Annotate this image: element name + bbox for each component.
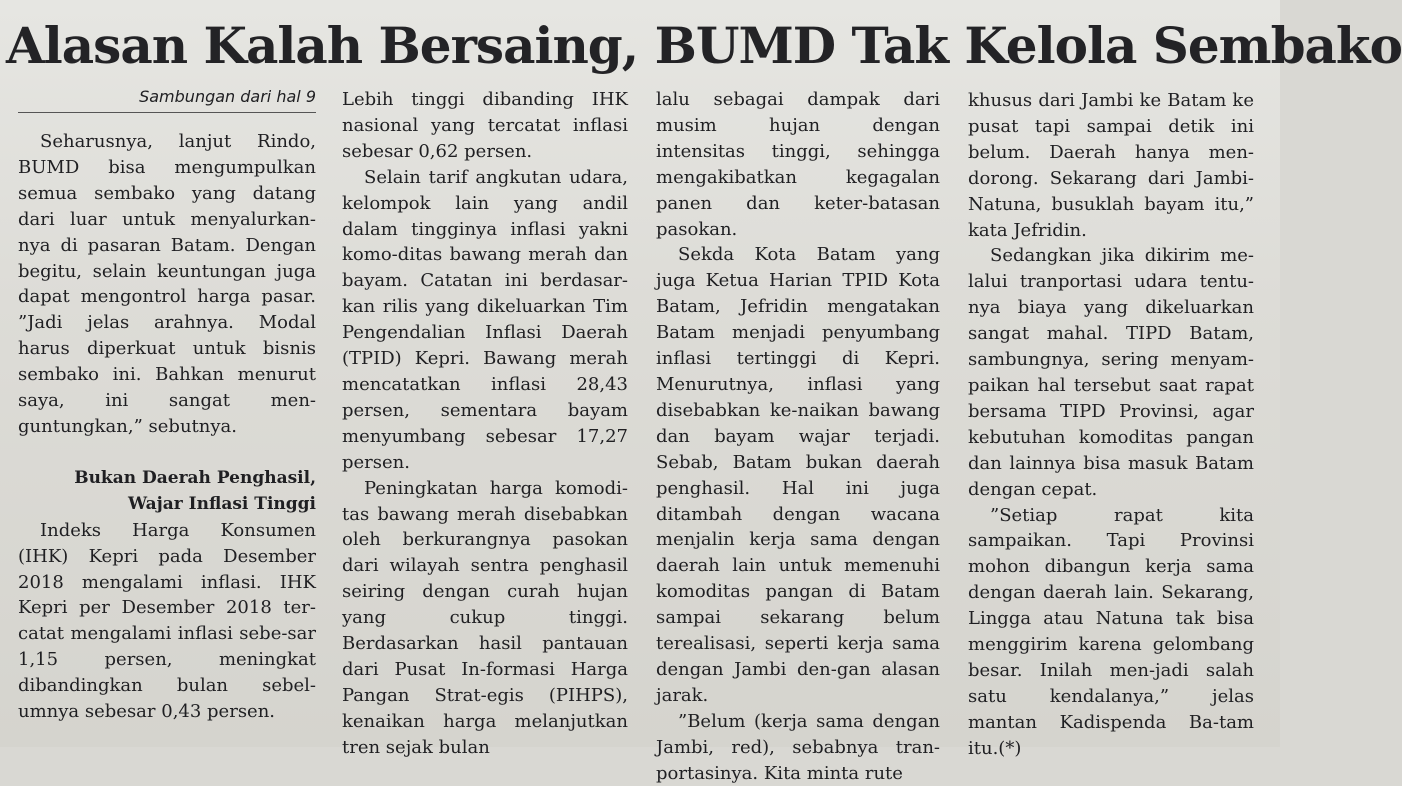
paragraph: Lebih tinggi dibanding IHK nasional yang tercatat inflasi sebesar 0,62 persen. [342,89,628,162]
headline: Alasan Kalah Bersaing, BUMD Tak Kelola Sembako [6,16,1402,75]
paragraph: Selain tarif angkutan udara, kelompok lain yang andil dalam tingginya inflasi yakni komo-ditas bawang merah dan bayam. Catatan ini berdasar-kan rilis yang dikeluarkan Tim Pengendalian Inflasi Daerah (TPID) Kepri. Bawang merah mencatatkan inflasi 28,43 persen, sementara bayam menyumbang sebesar 17,27 persen. [342,166,628,473]
paragraph: Peningkatan harga komodi-tas bawang merah disebabkan oleh berkurangnya pasokan dari wilayah sentra penghasil seiring dengan curah hujan yang cukup tinggi. Berdasarkan hasil pantauan dari Pusat In-formasi Harga Pangan Strat-egis (PIHPS), kenaikan harga melanjutkan tren sejak bulan [342,477,628,758]
paragraph: lalu sebagai dampak dari musim hujan dengan intensitas tinggi, sehingga mengakibatkan kegagalan panen dan keter-batasan pasokan. [656,89,940,240]
paragraph: Indeks Harga Konsumen (IHK) Kepri pada Desember 2018 mengalami inflasi. IHK Kepri per Desember 2018 ter-catat mengalami inflasi sebe-sar 1,15 persen, meningkat dibandingkan bulan sebel-umnya sebesar 0,43 persen. [18,519,316,723]
paragraph: ”Belum (kerja sama dengan Jambi, red), sebabnya tran-portasinya. Kita minta rute [656,710,940,784]
paragraph: Seharusnya, lanjut Rindo, BUMD bisa mengumpulkan semua sembako yang datang dari luar untuk menyalurkan-nya di pasaran Batam. Dengan begitu, selain keuntungan juga dapat mengontrol harga pasar. ”Jadi jelas arahnya. Modal harus diperkuat untuk bisnis sembako ini. Bahkan menurut saya, ini sangat men-guntungkan,” sebutnya. [18,131,316,437]
article-column-4 [968,88,1254,762]
paragraph: khusus dari Jambi ke Batam ke pusat tapi sampai detik ini belum. Daerah hanya men-dorong. Sekarang dari Jambi-Natuna, busuklah bayam itu,” kata Jefridin. [968,90,1254,241]
paragraph: ”Setiap rapat kita sampaikan. Tapi Provinsi mohon dibangun kerja sama dengan daerah lain. Sekarang, Lingga atau Natuna tak bisa menggirim karena gelombang besar. Inilah men-jadi salah satu kendalanya,” jelas mantan Kadispenda Ba-tam itu.(*) [968,504,1254,759]
subheading: Bukan Daerah Penghasil, Wajar Inflasi Tinggi [74,467,316,514]
continued-from-label: Sambungan dari hal 9 [18,86,316,113]
article-column-3 [656,87,940,786]
paragraph: Sekda Kota Batam yang juga Ketua Harian TPID Kota Batam, Jefridin mengatakan Batam menjadi penyumbang inflasi tertinggi di Kepri. Menurutnya, inflasi yang disebabkan ke-naikan bawang dan bayam wajar terjadi. Sebab, Batam bukan daerah penghasil. Hal ini juga ditambah dengan wacana menjalin kerja sama dengan daerah lain untuk memenuhi komoditas pangan di Batam sampai sekarang belum terealisasi, seperti kerja sama dengan Jambi den-gan alasan jarak. [656,244,940,706]
article-column-1 [18,86,316,725]
article-column-2 [342,87,628,761]
paragraph: Sedangkan jika dikirim me-lalui tranportasi udara tentu-nya biaya yang dikeluarkan sangat mahal. TIPD Batam, sambungnya, sering menyam-paikan hal tersebut saat rapat bersama TIPD Provinsi, agar kebutuhan komoditas pangan dan lainnya bisa masuk Batam dengan cepat. [968,245,1254,500]
